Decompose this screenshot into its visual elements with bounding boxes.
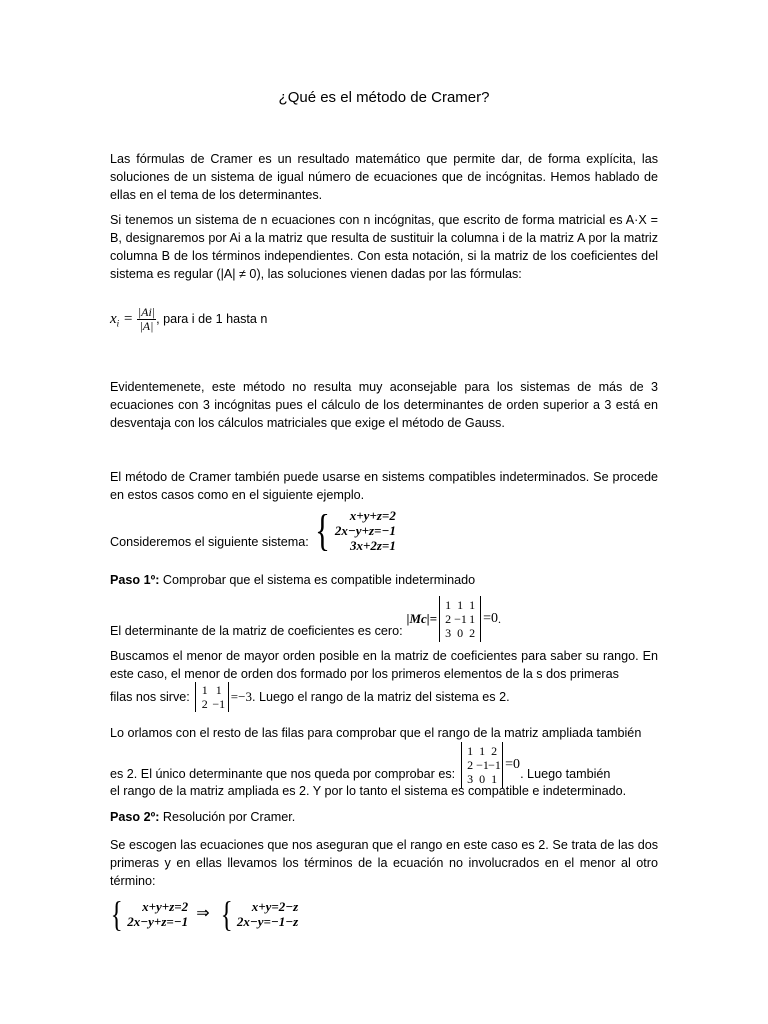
paragraph-escogen: Se escogen las ecuaciones que nos aseguran que el rango en este caso es 2. Se trata de las dos primeras y en ellas llevamos los términos de la ecuación no involucrados en el menor al otro término: bbox=[110, 838, 658, 888]
minor-matrix: 1 1 2 −1 bbox=[201, 683, 226, 711]
formula-denominator: |A| bbox=[139, 319, 154, 333]
formula-sub: i bbox=[116, 318, 120, 329]
minor-after: . Luego el rango de la matriz del sistema es 2. bbox=[251, 690, 510, 704]
det-coef-lhs: |Mc|= bbox=[406, 611, 438, 626]
formula-fraction bbox=[137, 306, 156, 333]
system-row bbox=[110, 505, 396, 555]
det-amp-matrix: 1 1 2 2 −1 −1 3 0 1 bbox=[467, 744, 501, 786]
det-coef-matrix: 1 1 1 2 −1 1 3 0 2 bbox=[445, 598, 476, 640]
paso1-bold: Paso 1º: bbox=[110, 573, 160, 587]
cramer-formula: $x_i$ = $\frac{|Ai|}{|A|}$ , para i de 1 hasta n bbox=[110, 305, 268, 333]
det-amp-label: es 2. El único determinante que nos queda por comprobar es: bbox=[110, 767, 456, 781]
paso2-text: Resolución por Cramer. bbox=[159, 810, 296, 824]
paragraph-menor: Buscamos el menor de mayor orden posible en la matriz de coeficientes para saber su rango. En este caso, el menor de orden dos formado por los primeros elementos de la s dos primeras bbox=[110, 649, 658, 681]
consider-label: Consideremos el siguiente sistema: bbox=[110, 535, 309, 549]
minor-row bbox=[110, 682, 510, 712]
paragraph-notation: Si tenemos un sistema de n ecuaciones con n incógnitas, que escrito de forma matricial es A·X = B, designaremos por Ai a la matriz que resulta de sustituir la columna i de la matriz A por la matriz columna B de los términos independientes. Con esta notación, si la matriz de los coeficientes del sistema es regular (|A| ≠ 0), las soluciones vienen dadas por las fórmulas: bbox=[110, 213, 658, 281]
paragraph-orlamos: Lo orlamos con el resto de las filas para comprobar que el rango de la matriz ampliada también bbox=[110, 726, 642, 740]
minor-label: filas nos sirve: bbox=[110, 690, 190, 704]
equation-system: { x+y+z=2 2x−y+z=−1 3x+2z=1 bbox=[314, 505, 396, 555]
minor-det bbox=[193, 682, 252, 712]
paso1-heading bbox=[110, 571, 658, 589]
paso1-text: Comprobar que el sistema es compatible indeterminado bbox=[159, 573, 476, 587]
page-title: ¿Qué es el método de Cramer? bbox=[278, 89, 490, 106]
paragraph-evidentemente: Evidentemenete, este método no resulta muy aconsejable para los sistemas de más de 3 ecuaciones con 3 incógnitas pues el cálculo de los determinantes de orden superior a 3 está en desventaja con los cálculos matriciales que exige el método de Gauss. bbox=[110, 380, 658, 430]
system-right: { x+y=2−z 2x−y=−1−z bbox=[220, 894, 299, 934]
formula-lhs: x bbox=[110, 310, 117, 327]
paso2-bold: Paso 2º: bbox=[110, 810, 160, 824]
formula-tail: , para i de 1 hasta n bbox=[156, 311, 268, 326]
det-amp-rhs: =0 bbox=[505, 757, 521, 772]
det-coef: |Mc|= 1 1 1 2 −1 1 3 0 2 =0 . bbox=[406, 598, 501, 640]
equation-3: 3x+2z=1 bbox=[349, 538, 396, 553]
paragraph-rango-ampliada: el rango de la matriz ampliada es 2. Y por lo tanto el sistema es compatible e indeterminado. bbox=[110, 784, 627, 798]
det-amp-after: . Luego también bbox=[520, 767, 611, 781]
formula-numerator: |Ai| bbox=[137, 305, 156, 319]
equation-1: x+y+z=2 bbox=[349, 508, 396, 523]
det-coef-row bbox=[110, 596, 501, 642]
det-coef-label: El determinante de la matriz de coeficientes es cero: bbox=[110, 624, 403, 638]
paragraph-intro: Las fórmulas de Cramer es un resultado matemático que permite dar, de forma explícita, las soluciones de un sistema de igual número de ecuaciones que de incógnitas. Hemos hablado de ellas en el tema de los determinantes. bbox=[110, 152, 658, 202]
system-transform bbox=[108, 896, 298, 932]
system-left: { x+y+z=2 2x−y+z=−1 bbox=[110, 894, 189, 934]
paragraph-indeterminados: El método de Cramer también puede usarse en sistems compatibles indeterminados. Se procede en estos casos como en el siguiente ejemplo. bbox=[110, 470, 658, 502]
paso2-heading bbox=[110, 808, 658, 826]
det-coef-rhs: =0 bbox=[483, 611, 498, 626]
minor-rhs: =−3 bbox=[230, 689, 252, 704]
equation-2: 2x−y+z=−1 bbox=[334, 523, 396, 538]
implies-arrow: ⇒ bbox=[196, 905, 210, 922]
